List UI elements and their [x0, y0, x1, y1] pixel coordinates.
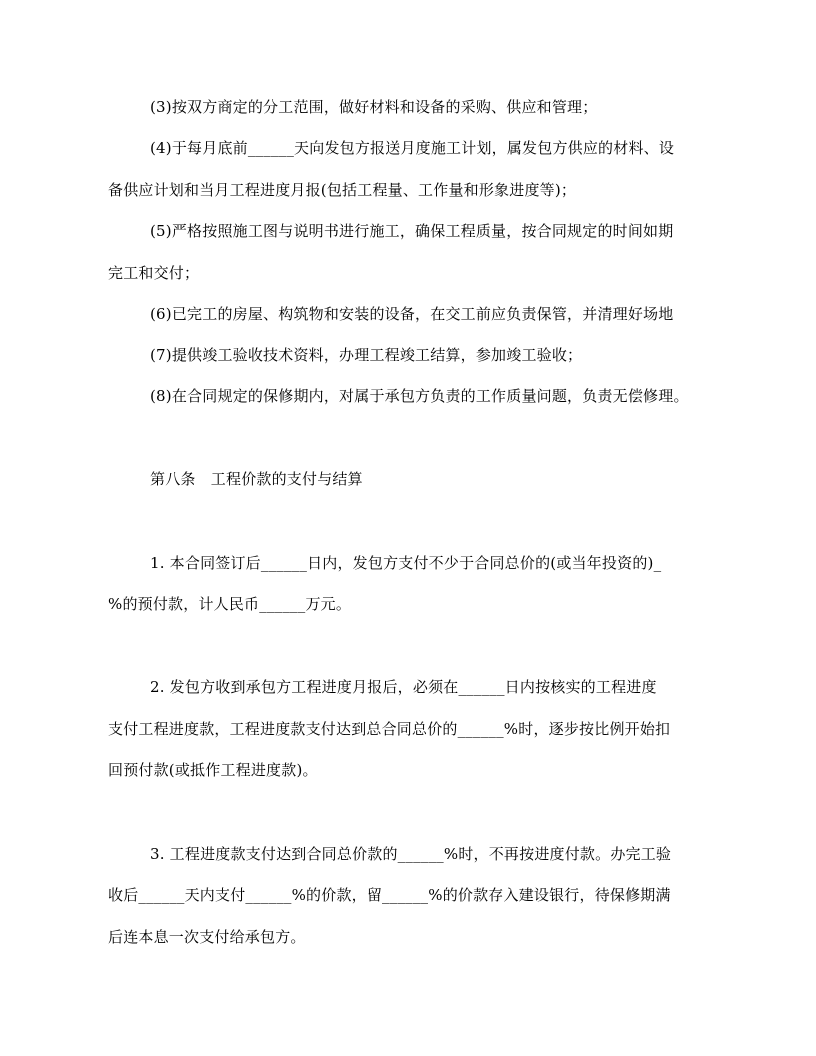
- section-heading: 第八条 工程价款的支付与结算: [150, 470, 363, 488]
- clause-4-line-2: 备供应计划和当月工程进度月报(包括工程量、工作量和形象进度等)；: [108, 181, 577, 199]
- clause-4-line-1: (4)于每月底前______天向发包方报送月度施工计划，属发包方供应的材料、设: [150, 139, 675, 157]
- clause-8: (8)在合同规定的保修期内，对属于承包方负责的工作质量问题，负责无偿修理。: [150, 387, 689, 405]
- clause-7: (7)提供竣工验收技术资料，办理工程竣工结算，参加竣工验收；: [150, 346, 583, 364]
- clause-5-line-2: 完工和交付；: [108, 264, 200, 282]
- item-3-line-1: 3. 工程进度款支付达到合同总价款的______%时，不再按进度付款。办完工验: [150, 845, 672, 863]
- item-1-line-1: 1. 本合同签订后______日内，发包方支付不少于合同总价的(或当年投资的)_: [150, 554, 662, 572]
- clause-3: (3)按双方商定的分工范围，做好材料和设备的采购、供应和管理；: [150, 98, 598, 116]
- clause-6: (6)已完工的房屋、构筑物和安装的设备，在交工前应负责保管，并清理好场地: [150, 305, 674, 323]
- item-2-line-3: 回预付款(或抵作工程进度款)。: [108, 761, 318, 779]
- item-2-line-2: 支付工程进度款，工程进度款支付达到总合同总价的______%时，逐步按比例开始扣: [108, 720, 671, 738]
- item-3-line-3: 后连本息一次支付给承包方。: [108, 928, 306, 946]
- clause-5-line-1: (5)严格按照施工图与说明书进行施工，确保工程质量，按合同规定的时间如期: [150, 222, 674, 240]
- item-3-line-2: 收后______天内支付______%的价款，留______%的价款存入建设银行，待保修期满: [108, 886, 671, 904]
- item-2-line-1: 2. 发包方收到承包方工程进度月报后，必须在______日内按核实的工程进度: [150, 678, 657, 696]
- item-1-line-2: %的预付款，计人民币______万元。: [108, 595, 352, 613]
